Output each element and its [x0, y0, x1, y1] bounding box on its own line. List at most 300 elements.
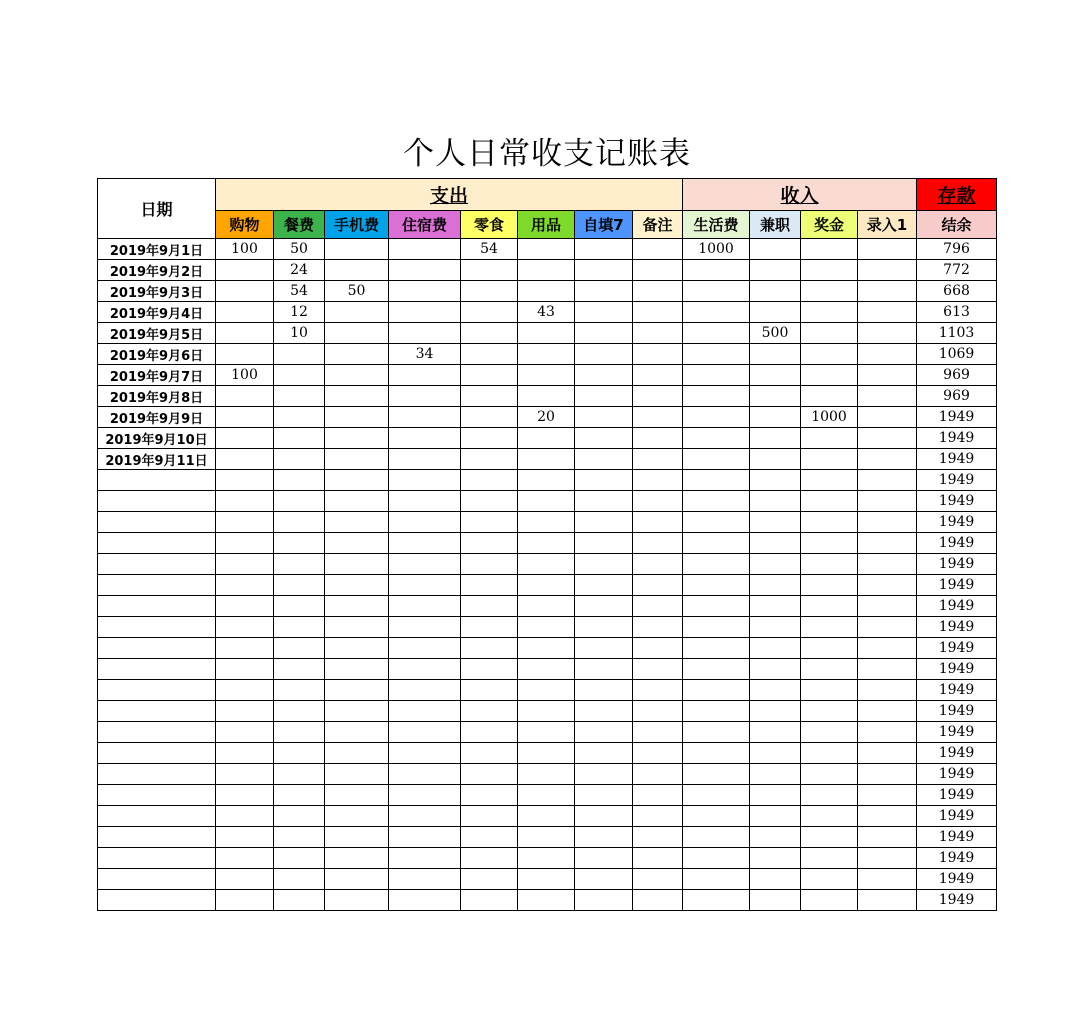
amount-cell[interactable] [575, 869, 633, 890]
date-cell[interactable]: 2019年9月1日 [98, 239, 216, 260]
amount-cell[interactable] [801, 302, 858, 323]
amount-cell[interactable] [518, 827, 575, 848]
amount-cell[interactable] [389, 323, 461, 344]
amount-cell[interactable] [633, 281, 683, 302]
balance-cell[interactable]: 1949 [917, 785, 997, 806]
amount-cell[interactable] [389, 554, 461, 575]
amount-cell[interactable] [750, 617, 801, 638]
amount-cell[interactable] [389, 680, 461, 701]
amount-cell[interactable] [801, 260, 858, 281]
balance-cell[interactable]: 1949 [917, 449, 997, 470]
amount-cell[interactable] [575, 743, 633, 764]
amount-cell[interactable] [750, 449, 801, 470]
amount-cell[interactable] [518, 575, 575, 596]
amount-cell[interactable] [325, 785, 389, 806]
amount-cell[interactable] [325, 596, 389, 617]
balance-cell[interactable]: 1949 [917, 701, 997, 722]
amount-cell[interactable] [633, 323, 683, 344]
date-cell[interactable] [98, 848, 216, 869]
amount-cell[interactable] [216, 491, 274, 512]
amount-cell[interactable]: 34 [389, 344, 461, 365]
amount-cell[interactable] [858, 449, 917, 470]
amount-cell[interactable] [274, 890, 325, 911]
amount-cell[interactable] [801, 428, 858, 449]
date-cell[interactable] [98, 764, 216, 785]
amount-cell[interactable] [461, 512, 518, 533]
amount-cell[interactable] [274, 344, 325, 365]
balance-cell[interactable]: 1069 [917, 344, 997, 365]
amount-cell[interactable] [633, 764, 683, 785]
amount-cell[interactable] [801, 323, 858, 344]
amount-cell[interactable] [750, 869, 801, 890]
amount-cell[interactable] [683, 344, 750, 365]
amount-cell[interactable] [858, 701, 917, 722]
amount-cell[interactable] [216, 743, 274, 764]
amount-cell[interactable] [575, 785, 633, 806]
amount-cell[interactable] [683, 449, 750, 470]
amount-cell[interactable] [325, 428, 389, 449]
amount-cell[interactable]: 43 [518, 302, 575, 323]
amount-cell[interactable] [461, 428, 518, 449]
amount-cell[interactable] [216, 827, 274, 848]
amount-cell[interactable] [325, 659, 389, 680]
amount-cell[interactable]: 24 [274, 260, 325, 281]
amount-cell[interactable] [325, 638, 389, 659]
amount-cell[interactable] [216, 281, 274, 302]
amount-cell[interactable] [325, 722, 389, 743]
amount-cell[interactable] [575, 554, 633, 575]
amount-cell[interactable] [683, 617, 750, 638]
amount-cell[interactable] [633, 827, 683, 848]
amount-cell[interactable] [575, 260, 633, 281]
amount-cell[interactable] [461, 806, 518, 827]
amount-cell[interactable] [274, 428, 325, 449]
amount-cell[interactable] [389, 596, 461, 617]
amount-cell[interactable] [801, 512, 858, 533]
amount-cell[interactable] [575, 848, 633, 869]
amount-cell[interactable] [858, 470, 917, 491]
date-cell[interactable] [98, 680, 216, 701]
amount-cell[interactable] [461, 323, 518, 344]
amount-cell[interactable] [216, 470, 274, 491]
amount-cell[interactable] [461, 848, 518, 869]
amount-cell[interactable] [461, 575, 518, 596]
amount-cell[interactable] [325, 806, 389, 827]
amount-cell[interactable] [575, 680, 633, 701]
amount-cell[interactable] [461, 890, 518, 911]
amount-cell[interactable] [858, 743, 917, 764]
amount-cell[interactable] [750, 239, 801, 260]
amount-cell[interactable] [274, 533, 325, 554]
amount-cell[interactable] [575, 533, 633, 554]
amount-cell[interactable] [750, 386, 801, 407]
amount-cell[interactable] [274, 848, 325, 869]
amount-cell[interactable] [683, 806, 750, 827]
amount-cell[interactable] [274, 617, 325, 638]
amount-cell[interactable] [683, 554, 750, 575]
amount-cell[interactable] [325, 533, 389, 554]
amount-cell[interactable] [750, 848, 801, 869]
amount-cell[interactable] [461, 281, 518, 302]
amount-cell[interactable] [858, 239, 917, 260]
balance-cell[interactable]: 668 [917, 281, 997, 302]
amount-cell[interactable] [858, 260, 917, 281]
amount-cell[interactable] [633, 491, 683, 512]
amount-cell[interactable] [461, 680, 518, 701]
amount-cell[interactable] [750, 428, 801, 449]
amount-cell[interactable] [518, 365, 575, 386]
amount-cell[interactable] [750, 554, 801, 575]
amount-cell[interactable] [274, 407, 325, 428]
amount-cell[interactable] [575, 365, 633, 386]
amount-cell[interactable] [325, 764, 389, 785]
amount-cell[interactable] [274, 386, 325, 407]
amount-cell[interactable] [683, 428, 750, 449]
balance-cell[interactable]: 1949 [917, 890, 997, 911]
amount-cell[interactable] [575, 407, 633, 428]
amount-cell[interactable] [325, 491, 389, 512]
amount-cell[interactable] [801, 365, 858, 386]
amount-cell[interactable] [325, 407, 389, 428]
balance-cell[interactable]: 1949 [917, 470, 997, 491]
date-cell[interactable] [98, 575, 216, 596]
amount-cell[interactable] [518, 617, 575, 638]
date-cell[interactable] [98, 554, 216, 575]
amount-cell[interactable] [461, 659, 518, 680]
amount-cell[interactable] [274, 701, 325, 722]
amount-cell[interactable] [683, 575, 750, 596]
amount-cell[interactable] [274, 743, 325, 764]
date-cell[interactable] [98, 659, 216, 680]
amount-cell[interactable] [389, 533, 461, 554]
amount-cell[interactable] [216, 533, 274, 554]
amount-cell[interactable] [633, 596, 683, 617]
amount-cell[interactable] [801, 638, 858, 659]
amount-cell[interactable] [633, 890, 683, 911]
amount-cell[interactable] [389, 785, 461, 806]
balance-cell[interactable]: 1949 [917, 512, 997, 533]
amount-cell[interactable] [683, 827, 750, 848]
amount-cell[interactable] [633, 743, 683, 764]
amount-cell[interactable] [750, 281, 801, 302]
amount-cell[interactable] [683, 533, 750, 554]
amount-cell[interactable]: 100 [216, 239, 274, 260]
amount-cell[interactable] [858, 575, 917, 596]
amount-cell[interactable] [801, 764, 858, 785]
date-cell[interactable]: 2019年9月3日 [98, 281, 216, 302]
amount-cell[interactable] [683, 659, 750, 680]
balance-cell[interactable]: 969 [917, 386, 997, 407]
amount-cell[interactable] [801, 554, 858, 575]
amount-cell[interactable]: 54 [274, 281, 325, 302]
amount-cell[interactable] [750, 638, 801, 659]
amount-cell[interactable] [801, 617, 858, 638]
amount-cell[interactable] [750, 701, 801, 722]
amount-cell[interactable] [274, 512, 325, 533]
amount-cell[interactable] [216, 260, 274, 281]
amount-cell[interactable] [325, 848, 389, 869]
amount-cell[interactable] [801, 827, 858, 848]
amount-cell[interactable] [274, 575, 325, 596]
amount-cell[interactable] [575, 806, 633, 827]
amount-cell[interactable] [575, 701, 633, 722]
balance-cell[interactable]: 1949 [917, 617, 997, 638]
amount-cell[interactable] [801, 596, 858, 617]
amount-cell[interactable] [858, 428, 917, 449]
date-cell[interactable] [98, 512, 216, 533]
date-cell[interactable] [98, 638, 216, 659]
amount-cell[interactable] [518, 806, 575, 827]
amount-cell[interactable] [575, 890, 633, 911]
amount-cell[interactable] [461, 554, 518, 575]
date-cell[interactable]: 2019年9月5日 [98, 323, 216, 344]
amount-cell[interactable] [389, 260, 461, 281]
amount-cell[interactable] [389, 743, 461, 764]
amount-cell[interactable] [274, 722, 325, 743]
amount-cell[interactable] [575, 428, 633, 449]
amount-cell[interactable] [389, 827, 461, 848]
amount-cell[interactable] [633, 785, 683, 806]
amount-cell[interactable] [389, 239, 461, 260]
amount-cell[interactable] [633, 848, 683, 869]
amount-cell[interactable] [325, 302, 389, 323]
amount-cell[interactable] [633, 869, 683, 890]
amount-cell[interactable] [683, 302, 750, 323]
amount-cell[interactable] [683, 386, 750, 407]
amount-cell[interactable] [518, 470, 575, 491]
amount-cell[interactable] [633, 638, 683, 659]
balance-cell[interactable]: 1949 [917, 554, 997, 575]
amount-cell[interactable] [633, 386, 683, 407]
amount-cell[interactable] [750, 512, 801, 533]
date-cell[interactable] [98, 785, 216, 806]
amount-cell[interactable] [216, 344, 274, 365]
amount-cell[interactable] [801, 743, 858, 764]
amount-cell[interactable]: 100 [216, 365, 274, 386]
amount-cell[interactable] [389, 848, 461, 869]
date-cell[interactable]: 2019年9月4日 [98, 302, 216, 323]
amount-cell[interactable] [389, 869, 461, 890]
amount-cell[interactable] [389, 722, 461, 743]
amount-cell[interactable] [750, 659, 801, 680]
amount-cell[interactable] [633, 554, 683, 575]
amount-cell[interactable] [274, 491, 325, 512]
date-cell[interactable]: 2019年9月7日 [98, 365, 216, 386]
amount-cell[interactable] [633, 512, 683, 533]
amount-cell[interactable] [461, 638, 518, 659]
amount-cell[interactable] [216, 722, 274, 743]
amount-cell[interactable] [633, 344, 683, 365]
amount-cell[interactable] [325, 323, 389, 344]
date-cell[interactable] [98, 827, 216, 848]
amount-cell[interactable] [518, 680, 575, 701]
amount-cell[interactable] [858, 806, 917, 827]
amount-cell[interactable] [389, 890, 461, 911]
amount-cell[interactable] [801, 680, 858, 701]
amount-cell[interactable] [683, 701, 750, 722]
amount-cell[interactable] [518, 554, 575, 575]
amount-cell[interactable] [325, 239, 389, 260]
amount-cell[interactable] [518, 701, 575, 722]
amount-cell[interactable] [633, 449, 683, 470]
amount-cell[interactable] [633, 302, 683, 323]
date-cell[interactable] [98, 869, 216, 890]
amount-cell[interactable] [633, 680, 683, 701]
amount-cell[interactable] [750, 806, 801, 827]
amount-cell[interactable] [274, 596, 325, 617]
amount-cell[interactable] [389, 302, 461, 323]
amount-cell[interactable] [325, 890, 389, 911]
amount-cell[interactable] [801, 848, 858, 869]
amount-cell[interactable] [325, 470, 389, 491]
amount-cell[interactable] [633, 722, 683, 743]
amount-cell[interactable] [389, 428, 461, 449]
amount-cell[interactable] [575, 659, 633, 680]
amount-cell[interactable] [801, 701, 858, 722]
amount-cell[interactable] [518, 386, 575, 407]
amount-cell[interactable] [216, 386, 274, 407]
balance-cell[interactable]: 1949 [917, 575, 997, 596]
amount-cell[interactable] [575, 344, 633, 365]
balance-cell[interactable]: 613 [917, 302, 997, 323]
amount-cell[interactable] [750, 764, 801, 785]
balance-cell[interactable]: 1949 [917, 428, 997, 449]
amount-cell[interactable] [216, 575, 274, 596]
amount-cell[interactable] [633, 575, 683, 596]
amount-cell[interactable] [216, 407, 274, 428]
date-cell[interactable]: 2019年9月6日 [98, 344, 216, 365]
amount-cell[interactable] [633, 533, 683, 554]
amount-cell[interactable] [575, 386, 633, 407]
amount-cell[interactable] [858, 764, 917, 785]
amount-cell[interactable] [274, 869, 325, 890]
amount-cell[interactable] [750, 407, 801, 428]
amount-cell[interactable] [750, 491, 801, 512]
amount-cell[interactable] [575, 281, 633, 302]
amount-cell[interactable] [683, 638, 750, 659]
amount-cell[interactable] [575, 722, 633, 743]
amount-cell[interactable]: 50 [274, 239, 325, 260]
amount-cell[interactable] [461, 869, 518, 890]
amount-cell[interactable] [575, 491, 633, 512]
amount-cell[interactable] [750, 470, 801, 491]
amount-cell[interactable] [683, 596, 750, 617]
balance-cell[interactable]: 772 [917, 260, 997, 281]
amount-cell[interactable] [216, 806, 274, 827]
amount-cell[interactable] [801, 659, 858, 680]
amount-cell[interactable] [750, 344, 801, 365]
amount-cell[interactable] [683, 260, 750, 281]
amount-cell[interactable] [858, 785, 917, 806]
amount-cell[interactable] [858, 638, 917, 659]
amount-cell[interactable] [461, 386, 518, 407]
amount-cell[interactable] [216, 785, 274, 806]
amount-cell[interactable] [274, 659, 325, 680]
amount-cell[interactable] [461, 617, 518, 638]
amount-cell[interactable] [750, 785, 801, 806]
amount-cell[interactable] [575, 764, 633, 785]
date-cell[interactable] [98, 701, 216, 722]
amount-cell[interactable]: 1000 [801, 407, 858, 428]
amount-cell[interactable] [683, 365, 750, 386]
amount-cell[interactable] [858, 407, 917, 428]
amount-cell[interactable] [216, 680, 274, 701]
balance-cell[interactable]: 1949 [917, 638, 997, 659]
amount-cell[interactable] [750, 260, 801, 281]
date-cell[interactable]: 2019年9月8日 [98, 386, 216, 407]
amount-cell[interactable] [325, 260, 389, 281]
amount-cell[interactable] [518, 722, 575, 743]
amount-cell[interactable] [750, 533, 801, 554]
amount-cell[interactable] [858, 659, 917, 680]
amount-cell[interactable] [461, 827, 518, 848]
amount-cell[interactable] [801, 533, 858, 554]
amount-cell[interactable] [518, 869, 575, 890]
amount-cell[interactable] [518, 659, 575, 680]
amount-cell[interactable] [461, 596, 518, 617]
amount-cell[interactable] [274, 554, 325, 575]
amount-cell[interactable] [325, 743, 389, 764]
balance-cell[interactable]: 1949 [917, 407, 997, 428]
balance-cell[interactable]: 1949 [917, 869, 997, 890]
amount-cell[interactable] [801, 806, 858, 827]
amount-cell[interactable] [633, 365, 683, 386]
amount-cell[interactable] [325, 617, 389, 638]
amount-cell[interactable] [858, 281, 917, 302]
amount-cell[interactable] [858, 869, 917, 890]
date-cell[interactable]: 2019年9月2日 [98, 260, 216, 281]
balance-cell[interactable]: 796 [917, 239, 997, 260]
amount-cell[interactable] [518, 344, 575, 365]
amount-cell[interactable] [389, 512, 461, 533]
amount-cell[interactable] [575, 638, 633, 659]
amount-cell[interactable] [389, 281, 461, 302]
amount-cell[interactable] [858, 491, 917, 512]
amount-cell[interactable] [461, 344, 518, 365]
date-cell[interactable] [98, 596, 216, 617]
amount-cell[interactable] [750, 302, 801, 323]
amount-cell[interactable] [274, 680, 325, 701]
amount-cell[interactable] [858, 680, 917, 701]
amount-cell[interactable] [858, 890, 917, 911]
amount-cell[interactable] [325, 680, 389, 701]
amount-cell[interactable] [216, 596, 274, 617]
amount-cell[interactable] [216, 302, 274, 323]
amount-cell[interactable] [389, 575, 461, 596]
amount-cell[interactable] [575, 512, 633, 533]
amount-cell[interactable] [461, 764, 518, 785]
amount-cell[interactable] [633, 428, 683, 449]
amount-cell[interactable] [801, 386, 858, 407]
amount-cell[interactable] [461, 722, 518, 743]
date-cell[interactable] [98, 806, 216, 827]
amount-cell[interactable] [274, 365, 325, 386]
amount-cell[interactable] [518, 449, 575, 470]
amount-cell[interactable] [858, 512, 917, 533]
amount-cell[interactable] [518, 491, 575, 512]
amount-cell[interactable] [633, 260, 683, 281]
amount-cell[interactable] [216, 554, 274, 575]
amount-cell[interactable] [461, 491, 518, 512]
amount-cell[interactable] [633, 470, 683, 491]
balance-cell[interactable]: 1949 [917, 659, 997, 680]
balance-cell[interactable]: 1949 [917, 722, 997, 743]
amount-cell[interactable] [858, 827, 917, 848]
amount-cell[interactable] [389, 701, 461, 722]
amount-cell[interactable] [274, 806, 325, 827]
amount-cell[interactable] [461, 260, 518, 281]
amount-cell[interactable] [216, 323, 274, 344]
